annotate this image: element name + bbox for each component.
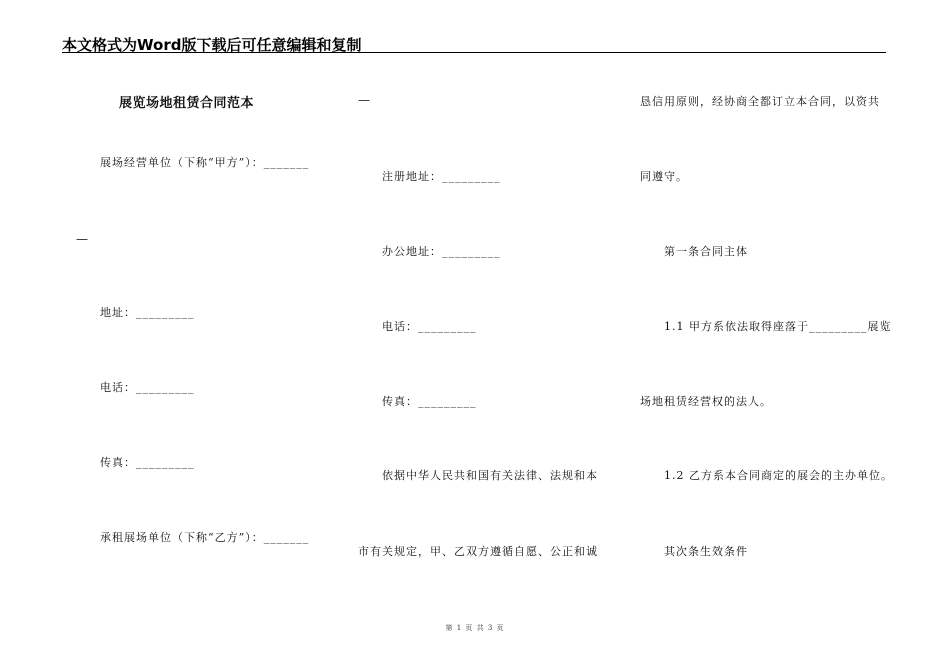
party-a-line: 展场经营单位（下称“甲方”）：_______ [100, 156, 310, 169]
paragraph-line: 恳信用原则，经协商全都订立本合同，以资共 [640, 95, 880, 108]
party-a-fax: 传真：_________ [100, 456, 195, 469]
party-a-phone: 电话：_________ [100, 381, 195, 394]
dash-mark: — [358, 93, 370, 107]
paragraph-line: 场地租赁经营权的法人。 [640, 395, 772, 408]
paragraph-line: 市有关规定，甲、乙双方遵循自愿、公正和诚 [358, 545, 598, 558]
document-title: 展览场地租赁合同范本 [119, 96, 255, 111]
paragraph-line: 依据中华人民共和国有关法律、法规和本 [382, 469, 598, 482]
clause-1-2: 1.2 乙方系本合同商定的展会的主办单位。 [664, 469, 893, 482]
header-title: 本文格式为Word版下载后可任意编辑和复制 [62, 36, 362, 54]
article-heading: 其次条生效条件 [664, 545, 748, 558]
dash-mark: — [76, 232, 88, 246]
page-number: 第 1 页 共 3 页 [445, 624, 505, 632]
clause-1-1: 1.1 甲方系依法取得座落于_________展览 [664, 320, 892, 333]
header-divider [62, 52, 886, 53]
office-address: 办公地址：_________ [382, 245, 501, 258]
article-heading: 第一条合同主体 [664, 245, 748, 258]
party-b-fax: 传真：_________ [382, 395, 477, 408]
party-b-line: 承租展场单位（下称“乙方”）：_______ [100, 531, 310, 544]
party-a-address: 地址：_________ [100, 306, 195, 319]
party-b-phone: 电话：_________ [382, 320, 477, 333]
registered-address: 注册地址：_________ [382, 170, 501, 183]
paragraph-line: 同遵守。 [640, 170, 688, 183]
